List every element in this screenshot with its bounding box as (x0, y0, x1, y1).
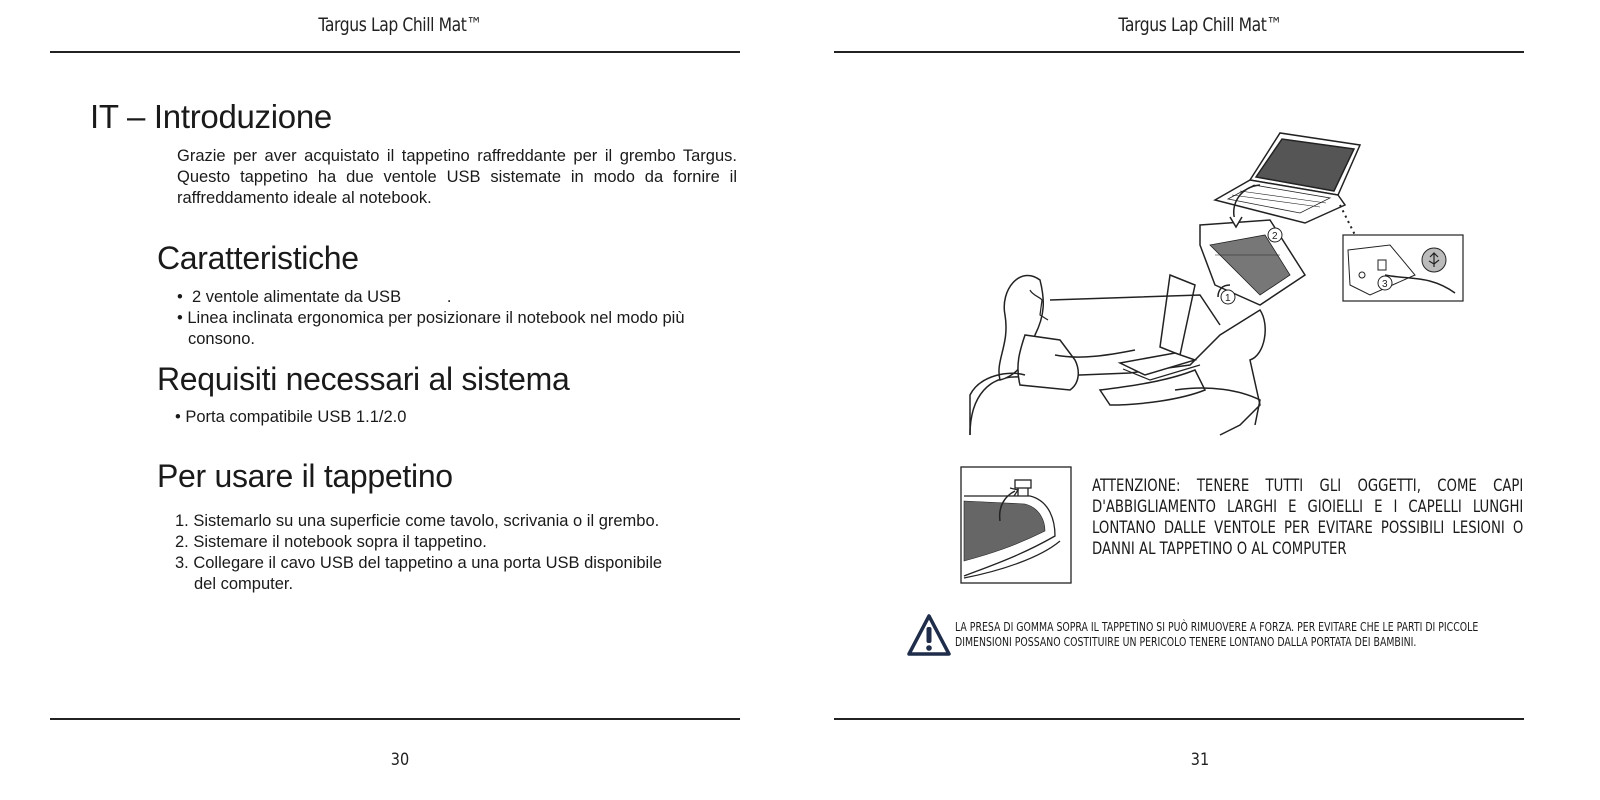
warning-triangle-icon (906, 612, 952, 658)
footer-rule (834, 718, 1524, 720)
list-item: consono. (188, 330, 255, 348)
setup-illustration (960, 125, 1470, 440)
list-item: 1. Sistemarlo su una superficie come tavolo, scrivania o il grembo. (175, 512, 660, 530)
callout-3: 3 (1382, 279, 1388, 290)
usage-steps (175, 511, 735, 595)
requirements-list (175, 407, 735, 428)
page-number: 31 (1190, 750, 1210, 770)
mat-grip-illustration (960, 466, 1072, 584)
list-item: del computer. (194, 575, 294, 593)
intro-paragraph: Grazie per aver acquistato il tappetino raffreddante per il grembo Targus. Questo tappetino ha due ventole USB sistemate in modo da fornire il raffreddamento ideale al notebook. (177, 147, 737, 207)
list-item: • 2 ventole alimentate da USB . (177, 288, 452, 306)
caution-text: LA PRESA DI GOMMA SOPRA IL TAPPETINO SI PUÒ RIMUOVERE A FORZA. PER EVITARE CHE LE PARTI DI PICCOLE DIMENSIONI POSSANO COSTITUIRE UN PERICOLO TENERE LONTANO DALLA PORTATA DEI BAMBINI. (955, 620, 1479, 649)
running-head: Targus Lap Chill Mat™ (318, 14, 482, 36)
features-list (177, 287, 737, 350)
heading-features: Caratteristiche (157, 240, 359, 276)
heading-intro: IT – Introduzione (90, 98, 332, 135)
callout-2: 2 (1272, 231, 1278, 242)
warning-text: ATTENZIONE: TENERE TUTTI GLI OGGETTI, COME CAPI D'ABBIGLIAMENTO LARGHI E GIOIELLI E I CAPELLI LUNGHI LONTANO DALLE VENTOLE PER EVITARE POSSIBILI LESIONI O DANNI AL TAPPETINO O AL COMPUTER (1092, 476, 1524, 559)
list-item: 2. Sistemare il notebook sopra il tappetino. (175, 533, 487, 551)
header-rule (50, 51, 740, 53)
running-head: Targus Lap Chill Mat™ (1118, 14, 1282, 36)
right-page (800, 0, 1600, 800)
callout-1: 1 (1225, 293, 1231, 304)
page-number: 30 (390, 750, 410, 770)
header-rule (834, 51, 1524, 53)
list-item: • Porta compatibile USB 1.1/2.0 (175, 408, 407, 426)
heading-usage: Per usare il tappetino (157, 458, 453, 494)
footer-rule (50, 718, 740, 720)
list-item: 3. Collegare il cavo USB del tappetino a una porta USB disponibile (175, 554, 663, 572)
heading-requirements: Requisiti necessari al sistema (157, 361, 570, 397)
list-item: • Linea inclinata ergonomica per posizionare il notebook nel modo più (177, 309, 685, 327)
